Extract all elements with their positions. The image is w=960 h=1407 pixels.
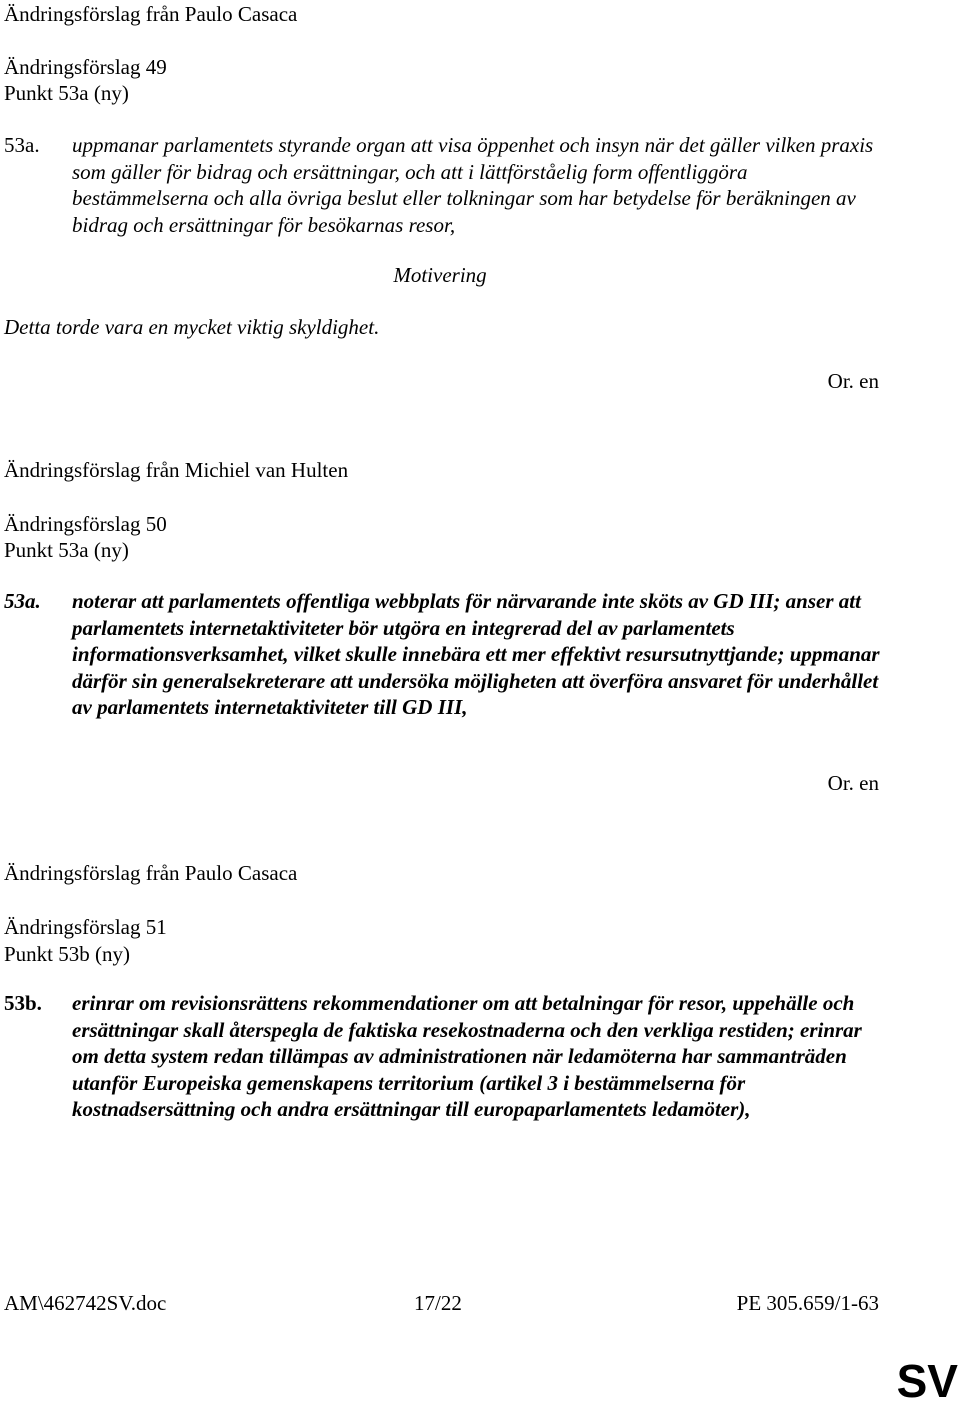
amendment-50-title: Ändringsförslag 50 [4, 512, 167, 536]
footer-doc-ref: AM\462742SV.doc [4, 1291, 167, 1315]
amendment-49-original-language: Or. en [827, 369, 879, 393]
justification-heading: Motivering [393, 263, 487, 287]
amendment-49-author: Ändringsförslag från Paulo Casaca [4, 2, 298, 26]
amendment-50-text: noterar att parlamentets offentliga webbplats för närvarande inte sköts av GD III; anser att parlamentets internetaktiviteter bör utgöra en integrerad del av parlamentets informationsverksamhet, vilket skulle innebära ett mer effektivt resursutnyttjande; uppmanar därför sin generalsekreterare att undersöka möjligheten att överföra ansvaret för underhållet av parlamentets internetaktiviteter till GD III, [72, 589, 880, 719]
amendment-51-point: Punkt 53b (ny) [4, 942, 130, 966]
amendment-51-number: 53b. [4, 991, 42, 1015]
amendment-50-point: Punkt 53a (ny) [4, 538, 129, 562]
amendment-51-text: erinrar om revisionsrättens rekommendationer om att betalningar för resor, uppehälle och ersättningar skall återspegla de faktiska resekostnaderna och den verkliga restiden; erinrar om detta system redan tillämpas av administrationen när ledamöterna har sammanträden utanför Europeiska gemenskapens territorium (artikel 3 i bestämmelserna för kostnadsersättning och andra ersättningar till europaparlamentets ledamöter), [72, 991, 862, 1121]
amendment-51-author: Ändringsförslag från Paulo Casaca [4, 861, 298, 885]
language-mark: SV [896, 1355, 958, 1407]
footer-page-number: 17/22 [414, 1291, 462, 1315]
amendment-50-original-language: Or. en [827, 771, 879, 795]
amendment-50-number: 53a. [4, 589, 41, 613]
amendment-49-point: Punkt 53a (ny) [4, 81, 129, 105]
amendment-50-author: Ändringsförslag från Michiel van Hulten [4, 458, 349, 482]
amendment-49-title: Ändringsförslag 49 [4, 55, 167, 79]
justification-text: Detta torde vara en mycket viktig skyldighet. [4, 315, 380, 339]
amendment-49-number: 53a. [4, 133, 40, 157]
amendment-51-title: Ändringsförslag 51 [4, 915, 167, 939]
footer-pe-ref: PE 305.659/1-63 [736, 1291, 879, 1315]
amendment-49-text: uppmanar parlamentets styrande organ att visa öppenhet och insyn när det gäller vilken praxis som gäller för bidrag och ersättningar, och att i lättförståelig form offentliggöra bestämmelserna och alla övriga beslut eller tolkningar som har betydelse för beräkningen av bidrag och ersättningar för besökarnas resor, [72, 133, 874, 237]
